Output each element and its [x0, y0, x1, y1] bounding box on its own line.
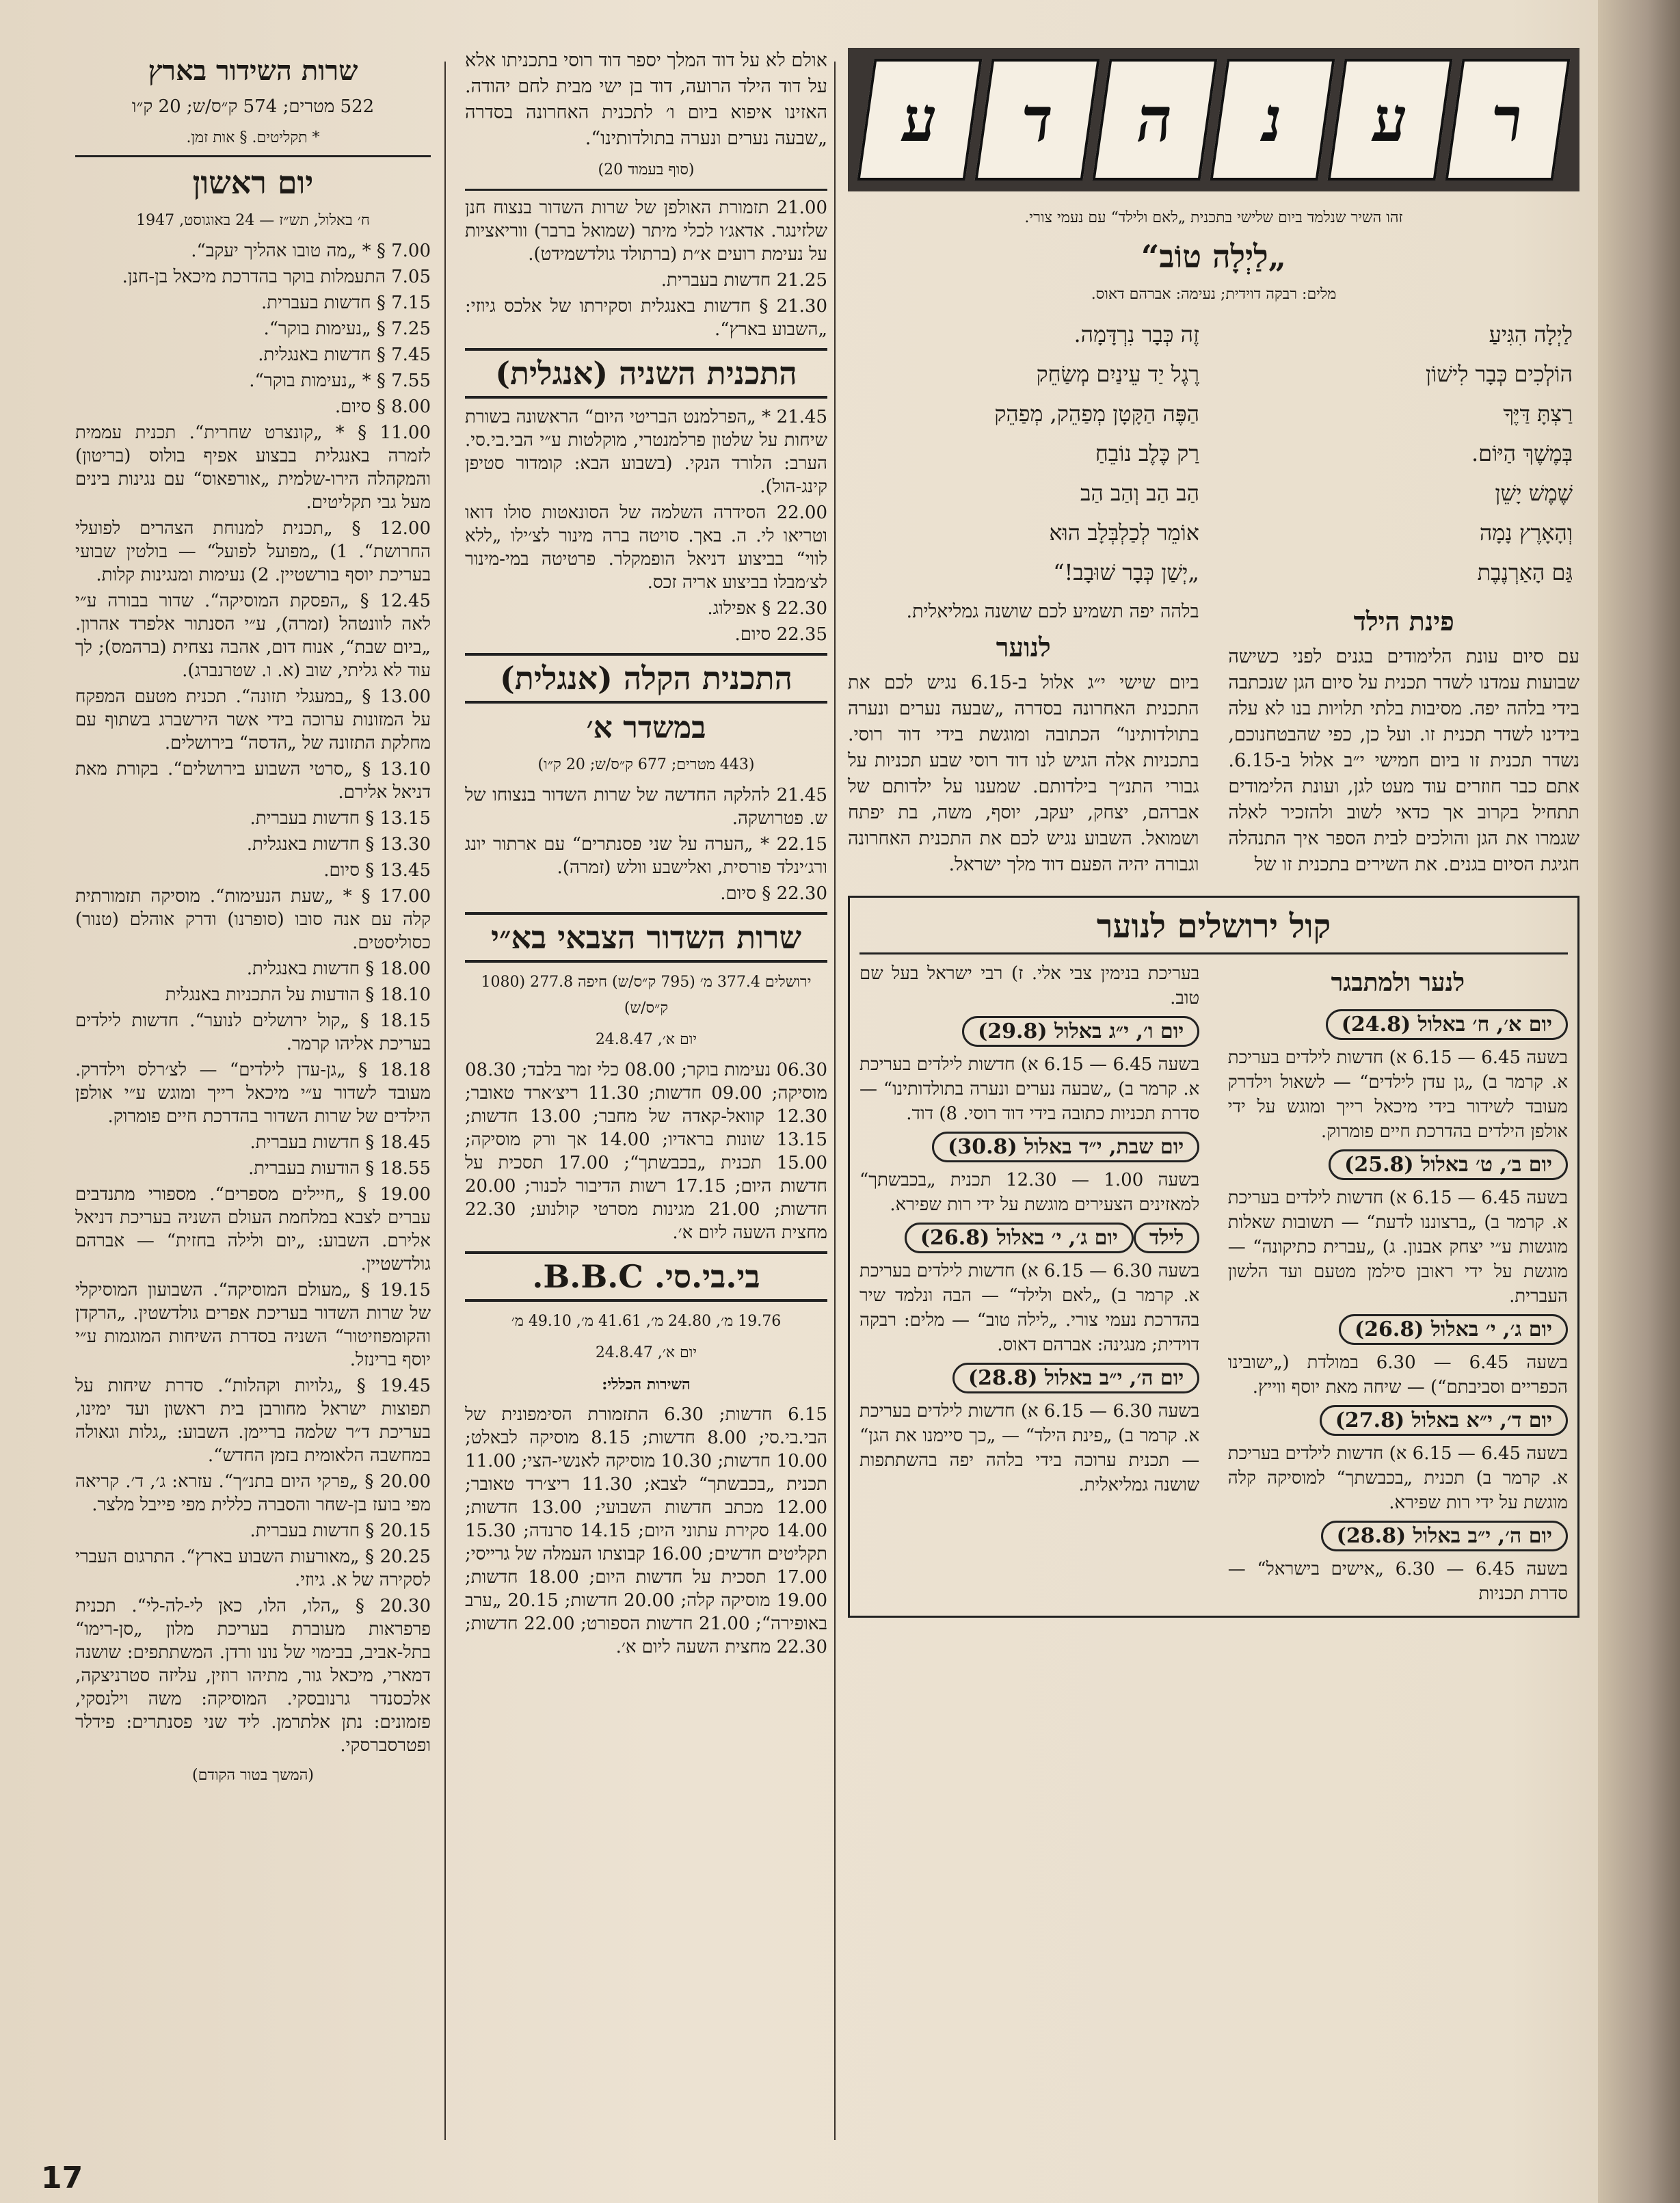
programs-column: [465, 48, 827, 1661]
program-item: 7.00 § * „מה טובו אהליך יעקב“.: [191, 241, 431, 261]
bbc-heading: השירות הכללי:: [602, 1376, 691, 1393]
poem-line: רַצְתָּ דַּיֶּךָ: [1503, 401, 1573, 427]
schedule-day: יום א׳, ח׳ באלול (24.8): [1326, 1009, 1568, 1040]
army-radio-frequency: ירושלים 377.4 מ׳ (795 ק״ס/ש) חיפה 277.8 (1080 ק״ס/ש): [481, 974, 812, 1017]
continuation-text: אולם לא על דוד המלך יספר דוד רוסי בתכניתו אלא על דוד הילד הרועה, דוד בן ישי מבית לחם יהודה. האזינו איפוא ביום ו׳ לתכנית האחרונה בסדרה „שבעה נערים ונערה בתולדותינו“.: [465, 50, 827, 149]
program-item: 18.10 § הודעות על התכניות באנגלית: [165, 985, 431, 1005]
program-item: 7.15 § חדשות בעברית.: [261, 293, 431, 313]
program-item: 13.00 § „במעגלי תזונה“. תכנית מטעם המפקח על המזונות ערוכה בידי אשר הירשברג בשתוף עם מחלקת התזונה של „הדסה“ בירושלים.: [75, 686, 431, 753]
program-item: 7.45 § חדשות באנגלית.: [258, 345, 431, 365]
youth-text: ביום שישי י״ג אלול ב-6.15 נגיש לכם את התכנית האחרונה בסדרה „שבעה נערים ונערה בתולדותינו“ הכתובה ומוגשת בידי דוד רוסי. בתכניות אלה הגיש לנו דוד רוסי שבע תכניות על גבורי התנ״ך בילדותם. שמענו על ילדותם של אברהם, יצחק, יעקב, יוסף, משה, בת יפתח ושמואל. השבוע נגיש לכם את התכנית האחרונה וגבורה יהיה הפעם דוד מלך ישראל.: [848, 672, 1199, 875]
schedule-text: בשעה 1.00 — 12.30 תכנית „בכבשתך“ למאזינים הצעירים מוגשת על ידי רות שפירא.: [859, 1170, 1200, 1215]
poem-line: זֶה כְּבָר נִרְדָּמָה.: [1074, 321, 1199, 347]
program-item: 20.30 § „הלו, הלו, כאן לי-לה-לי“. תכנית פרפראות מעוברת בעריכת מלון „סן-רימו“ בתל-אביב, בבימוי של נונו ורדן. המשתתפים: שושנה דמארי, מיכאל גור, מתיהו רוזין, עליזה סטרניצקה, אלכסנדר גרנובסקי. המוסיקה: משה וילנסקי, פזמונים: נתן אלתרמן. ליד שני פסנתרים: פידלר ופטרסברסקי.: [75, 1596, 431, 1756]
light-program-title: התכנית הקלה (אנגלית): [465, 653, 827, 704]
service-title: שרות השידור בארץ: [148, 55, 358, 87]
program-item: 22.15 * „הערה על שני פסנתרים“ עם ארתור יונג ורג׳ינלד פורסית, ואלישבע וולש (זמרה).: [465, 834, 827, 878]
program-item: 21.45 * „הפרלמנט הבריטי היום“ הראשונה בשורת שיחות על שלטון פרלמנטרי, מוקלטות ע״י הבי.בי.סי. הערב: הלורד הנקי. (בשבוע הבא: קומדור סטיפן קינג-הול).: [465, 407, 827, 497]
book-gutter: [1598, 0, 1680, 2203]
program-item: 22.30 § אפילוג.: [707, 598, 827, 619]
schedule-day: יום ג׳, י׳ באלול (26.8): [905, 1223, 1134, 1253]
sunday-schedule-column: [75, 48, 431, 1794]
corner-text: עם סיום עונת הלימודים בגנים לפני כשישה שבועות עמדנו לשדר תכנית על סיום הגן שנכתבה בידי בלהה יפה. מסיבות בלתי תלויות בנו לא עלה בידינו לשדר תכנית זו. ועל כן, כפי שהבטחנוכם, נשדר תכנית זו ביום חמישי י״ב אלול ב-6.15. אתם כבר חוזרים עוד מעט לגן, ועונת הלימודים תתחיל בקרוב אך כדאי לשוב ולהזכיר לאלה שגמרו את הגן והולכים לבית הספר איך התנהלה חגיגת הסיום בגנים. את השירים בתכנית זו של: [1228, 646, 1579, 875]
program-item: 22.00 הסידרה השלמה של הסונאטות סולו דואו וטריאו לי. ה. באך. סויטה ברה מינור לצ׳ילו „ללא לווי“ בביצוע דניאל הופמקלר. פרטיטה במי-מינור לצ׳מבלו בביצוע אריה זכס.: [465, 503, 827, 593]
banner-book-icon: ע: [1327, 59, 1452, 181]
poem-text: [855, 315, 1573, 592]
program-item: 11.00 § * „קונצרט שחרית“. תכנית עממית לזמרה באנגלית בבצוע אפיף בולוס (בריטון) והמקהלה הירו-שלמית „אורפאוס“ עם נגינות בינים מעל גבי תקליטים.: [75, 423, 431, 513]
second-program-items: [465, 405, 827, 646]
bbc-frequency: 19.76 מ׳, 24.80 מ׳, 41.61 מ׳, 49.10 מ׳: [511, 1313, 782, 1330]
schedule-text: בשעה 6.45 — 6.30 „אישים בישראל“ — סדרת תכניות: [1227, 1559, 1569, 1604]
poem-left-stanza: [855, 315, 1199, 592]
poem-line: הַב הַב וְהַב הַב: [1080, 480, 1199, 506]
program-item: 19.00 § „חיילים מספרים“. מספורי מתנדבים עברים לצבא במלחמת העולם השניה בעריכת דניאל אלירם. השבוע: „יום ולילה בחזית“ — אברהם גולדשטיין.: [75, 1184, 431, 1274]
poem-right-stanza: [1228, 315, 1573, 592]
schedule-day: יום ב׳, ט׳ באלול (25.8): [1329, 1149, 1568, 1180]
poem-line: שֶׁמֶשׁ יָשֵׁן: [1495, 480, 1573, 506]
program-item: 13.15 § חדשות בעברית.: [250, 808, 431, 829]
poem-line: הוֹלְכִים כְּבָר לִישׁוֹן: [1425, 361, 1573, 387]
program-item: 13.30 § חדשות באנגלית.: [246, 834, 431, 855]
program-item: 18.15 § „קול ירושלים לנוער“. חדשות לילדים בעריכת אליהו קרמר.: [75, 1011, 431, 1054]
schedule-day: יום ה׳, י״ב באלול (28.8): [1321, 1521, 1568, 1551]
continuation-note: (המשך בטור הקודם): [192, 1767, 314, 1784]
program-item: 21.00 תזמורת האולפן של שרות השדור בנצוח חנן שלזינגר. אדאג׳ו לכלי מיתר (שמואל ברבר) ווריאציות על נעימת רועים א״ת (ברתולד גולדשמידט).: [465, 198, 827, 265]
poem-line: „יְשַׁן כְּבָר שׁוּבָב!“: [1053, 559, 1199, 585]
column-divider: [834, 62, 836, 2140]
schedule-day: יום ה׳, י״ב באלול (28.8): [952, 1363, 1199, 1393]
kol-jerusalem-box: [848, 896, 1579, 1618]
banner-book-icon: ד: [974, 59, 1099, 181]
program-item: 17.00 § * „שעת הנעימות“. מוסיקה תזמורתית קלה עם אנה סובו (סופרנו) ודרק אוהלם (טנור) כסוליסטים.: [75, 886, 431, 953]
program-item: 7.55 § * „נעימות בוקר“.: [249, 371, 431, 391]
schedule-day: יום ו׳, י״ג באלול (29.8): [962, 1016, 1199, 1047]
youth-corner-column: [841, 48, 1586, 1631]
program-item: 21.30 § חדשות באנגלית וסקירתו של אלכס גיוזי: „השבוע בארץ“.: [465, 296, 827, 340]
light-program-subtitle: במשדר א׳: [586, 710, 706, 745]
program-item: 8.00 § סיום.: [334, 397, 431, 417]
schedule-text: בשעה 6.45 — 6.15 א) חדשות לילדים בעריכת א. קרמר ב) „שבעה נערים ונערה בתולדותינו“ — סדרת תכניות כתובה בידי דוד רוסי. 8) דוד.: [859, 1054, 1200, 1124]
page-number: 17: [41, 2161, 83, 2195]
poem-intro: זהו השיר שנלמד ביום שלישי בתכנית „לאם ולילד“ עם נעמי צורי.: [1024, 209, 1403, 226]
program-item: 22.30 § סיום.: [720, 883, 827, 904]
schedule-day: יום ד׳, י״א באלול (27.8): [1320, 1405, 1568, 1436]
program-item: 22.35 סיום.: [734, 624, 827, 645]
poem-line: לַיְלָה הִגִּיעַ: [1489, 321, 1573, 347]
program-item: 13.10 § „סרטי השבוע בירושלים“. בקורת מאת דניאל אלירם.: [75, 759, 431, 803]
day-date: ח׳ באלול, תש״ז — 24 באוגוסט, 1947: [136, 212, 370, 229]
army-radio-date: יום א׳, 24.8.47: [595, 1031, 697, 1048]
banner-book-icon: ה: [1092, 59, 1217, 181]
box-title: קול ירושלים לנוער: [859, 907, 1568, 954]
bbc-schedule: 6.15 חדשות; 6.30 התזמורת הסימפונית של הבי.בי.סי; 8.00 חדשות; 8.15 מוסיקה לבאלט; 10.00 חדשות; 10.30 מוסיקה לאנשי-הצי; 11.00 תכנית „בכבשתך“ לצבא; 11.30 ריצ׳רד טאובר; 12.00 מכתב חדשות השבועי; 13.00 חדשות; 14.00 סקירת עתוני היום; 14.15 סרנדה; 15.30 תקליטים חדשים; 16.00 קבוצתו העמלה של גרייסי; 17.00 תסכית על חדשות היום; 18.00 חדשות; 19.00 מוסיקה קלה; 20.00 חדשות; 20.15 „ערב באופירה“; 21.00 חדשות הספורט; 22.00 חדשות; 22.30 מחצית השעה ליום א׳.: [465, 1404, 827, 1657]
poem-line: רֶגֶל יַד עֵינַיִם מְשַׂחֵק: [1036, 361, 1199, 387]
program-item: 13.45 § סיום.: [323, 860, 431, 881]
day-title: יום ראשון: [192, 164, 314, 201]
poem-line: הַפֶּה הַקָּטָן מְפַהֵק, מְפַהֵק: [994, 401, 1199, 427]
poem-credits: מלים: רבקה דוידית; נעימה: אברהם דאוס.: [1091, 286, 1337, 303]
schedule-text: בשעה 6.45 — 6.15 א) חדשות לילדים בעריכת א. קרמר ב) „גן עדן לילדים“ — לשאול וילדרק מעובד לשידור בידי מיכאל רייך ומוגש על ידי אולפן הילדים בהדרכת חיים פומרוק.: [1227, 1047, 1569, 1142]
second-program-title: התכנית השניה (אנגלית): [465, 348, 827, 399]
army-radio-title: שרות השדור הצבאי בא״י: [465, 912, 827, 963]
light-program-frequency: (443 מטרים; 677 ק״ס/ש; 20 ק״ו): [537, 756, 755, 773]
poem-line: בְּמֶשֶׁךְ הַיּוֹם.: [1471, 440, 1573, 466]
program-item: 20.00 § „פרקי היום בתנ״ך“. עזרא: ג׳, ד׳. קריאה מפי בועז בן-שחר והסברה כללית מפי פייבל מלצר.: [75, 1471, 431, 1515]
program-item: 21.25 חדשות בעברית.: [661, 270, 827, 291]
column-divider: [444, 62, 446, 2140]
youth-banner: [848, 48, 1579, 191]
schedule-day: יום ג׳, י׳ באלול (26.8): [1339, 1314, 1568, 1345]
army-radio-schedule: 06.30 נעימות בוקר; 08.00 כלי זמר בלבד; 08.30 מוסיקה; 09.00 חדשות; 11.30 ריצ׳ארד טאובר; 12.30 קוואל-קאדה של מחבר; 13.00 חדשות; 13.15 שונות בראדיו; 14.00 אך ורק מוסיקה; 15.00 תכנית „בכבשתך“; 17.00 תסכית על חדשות היום; 17.15 רשות הדיבור לכנור; 20.00 חדשות; 21.00 מגינות מסרטי קולנוע; 22.30 מחצית השעה ליום א׳.: [465, 1060, 827, 1243]
poem-line: וְהָאָרֶץ נָמָה: [1479, 520, 1573, 546]
corner-text-continued: בלהה יפה תשמיע לכם שושנה גמליאלית.: [906, 601, 1199, 622]
program-item: 18.18 § „גן-עדן לילדים“ — לצ׳רלס וילדרק. מעובד לשדור ע״י מיכאל רייך ומוגש ע״י אולפן הילדים של שרות השדור בהדרכת חיים פומרוק.: [75, 1060, 431, 1127]
program-item: 21.45 להלקה החדשה של שרות השדור בנצוחו של ש. פטרושקה.: [465, 785, 827, 829]
poem-line: גַּם הָאַרְנֶבֶת: [1477, 559, 1573, 585]
poem-line: רַק כֶּלֶב נוֹבֵחַ: [1095, 440, 1199, 466]
poem-line: אוֹמֵר לְכַלְבְּלָב הוּא: [1049, 520, 1199, 546]
schedule-day: יום שבת, י״ד באלול (30.8): [932, 1132, 1199, 1162]
program-item: 7.05 התעמלות בוקר בהדרכת מיכאל בן-חנן.: [122, 267, 431, 287]
program-item: 18.45 § חדשות בעברית.: [250, 1132, 431, 1153]
box-right-schedule: [1228, 1004, 1568, 1606]
schedule-text: בשעה 6.45 — 6.15 א) חדשות לילדים בעריכת א. קרמר ב) „ברצוננו לדעת“ — תשובות שאלות מוגשות ע״י יצחק אבנון. ג) „עברית כתיקונה“ — מוגשת על ידי ראובן סילמן מטעם ועד הלשון העברית.: [1227, 1188, 1569, 1307]
program-item: 19.45 § „גלויות וקהלות“. סדרת שיחות על תפוצות ישראל מחורבן בית ראשון ועד ימינו, בעריכת ד״ר שלמה בריימן. השבוע: „גלות וגאולה במחשבה הלאומית בזמן החדש“.: [75, 1376, 431, 1466]
bbc-date: יום א׳, 24.8.47: [595, 1344, 697, 1361]
schedule-day: לילד: [1134, 1223, 1199, 1253]
program-item: 12.45 § „הפסקת המוסיקה“. שדור בבורה ע״י לאה לוונטהל (זמרה), ע״י הסנתור אלפרד אהרון. „ביום שבת“, אנוח דום, אהבה נצחית (ברהמס); לך עוד לא גליתי, שוב (א. ו. שטרנברג).: [75, 591, 431, 681]
schedule-text: בשעה 6.45 — 6.30 במולדת („ישובינו הכפריים וסביבתם“) — שיחה מאת יוסף ווייץ.: [1227, 1352, 1569, 1398]
light-program-items: [465, 784, 827, 905]
evening-items: [465, 189, 827, 341]
program-item: 18.00 § חדשות באנגלית.: [246, 959, 431, 979]
banner-book-icon: ע: [857, 59, 982, 181]
program-item: 18.55 § הודעות בעברית.: [248, 1158, 431, 1179]
banner-book-icon: נ: [1210, 59, 1335, 181]
schedule-text: בעריכת בנימין צבי אלי. ז) רבי ישראל בעל שם טוב.: [859, 963, 1200, 1009]
service-frequency: 522 מטרים; 574 ק״ס/ש; 20 ק״ו: [131, 96, 375, 117]
box-right-heading: לנער ולמתבגר: [1331, 968, 1465, 997]
banner-book-icon: ר: [1445, 59, 1570, 181]
sunday-items: [75, 239, 431, 1757]
program-item: 12.00 § „תכנית למנוחת הצהרים לפועלי החרושת“. 1) „מפועל לפועל“ — בולטין שבועי בעריכת יוסף בורשטיין. 2) נעימות ומנגינות קלות.: [75, 518, 431, 585]
box-left-schedule: [859, 961, 1199, 1606]
schedule-text: בשעה 6.30 — 6.15 א) חדשות לילדים בעריכת א. קרמר ב) „לאם ולילד“ — הבה ונלמד שיר בהדרכת נעמי צורי. „לילה טוב“ — מלים: רבקה דוידית; מנגינה: אברהם דאוס.: [859, 1261, 1200, 1355]
continuation-note: (סוף בעמוד 20): [598, 161, 695, 178]
schedule-text: בשעה 6.30 — 6.15 א) חדשות לילדים בעריכת א. קרמר ב) „פינת הילד“ — „כך סיימנו את הגן“ — תכנית ערוכה בידי בלהה יפה בהשתתפות שושנה גמליאלית.: [859, 1401, 1200, 1495]
corner-title: פינת הילד: [1353, 606, 1454, 637]
program-item: 20.15 § חדשות בעברית.: [250, 1521, 431, 1541]
bbc-title: בי.בי.סי. B.B.C.: [465, 1251, 827, 1302]
schedule-legend: * תקליטים. § אות זמן.: [75, 125, 431, 157]
program-item: 20.25 § „מאורעות השבוע בארץ“. התרגום העברי לסקירה של א. גיוזי.: [75, 1547, 431, 1590]
program-item: 19.15 § „מעולם המוסיקה“. השבועון המוסיקלי של שרות השדור בעריכת אפרים גולדשטין. „הרקדן והקומפוזיטור“ השניה בסדרת השיחות המוגמות ע״י יוסף ברינזל.: [75, 1280, 431, 1370]
poem-title: „לַיְלָה טוֹב“: [1141, 238, 1287, 275]
schedule-text: בשעה 6.45 — 6.15 א) חדשות לילדים בעריכת א. קרמר ב) תכנית „בכבשתך“ למוסיקה קלה מוגשת על ידי רות שפירא.: [1227, 1443, 1569, 1513]
youth-title: לנוער: [996, 632, 1051, 663]
program-item: 7.25 § „נעימות בוקר“.: [263, 319, 431, 339]
